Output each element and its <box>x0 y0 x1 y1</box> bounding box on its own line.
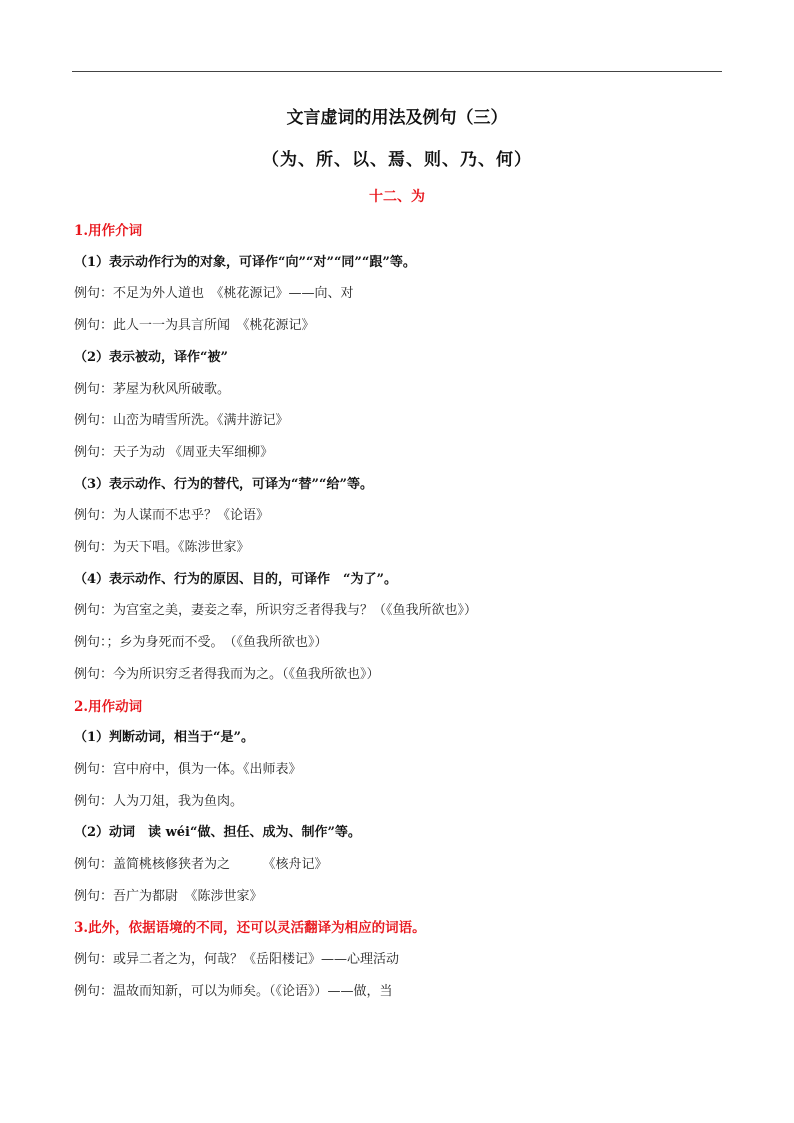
usage-heading: （3）表示动作、行为的替代，可译为“替”“给”等。 <box>74 476 373 492</box>
example-sentence: 例句：温故而知新，可以为师矣。（《论语》）——做，当 <box>74 983 393 999</box>
example-sentence: 例句：今为所识穷乏者得我而为之。（《鱼我所欲也》） <box>74 666 380 682</box>
example-sentence: 例句：宫中府中，俱为一体。《出师表》 <box>74 761 302 777</box>
example-sentence: 例句：或异二者之为，何哉？《岳阳楼记》——心理活动 <box>74 952 400 968</box>
usage-heading: （2）动词 读 wéi“做、担任、成为、制作”等。 <box>74 825 361 841</box>
usage-heading: （2）表示被动，译作“被” <box>74 349 229 365</box>
usage-heading: （4）表示动作、行为的原因、目的，可译作 “为了”。 <box>74 571 398 587</box>
example-sentence: 例句：盖简桃核修狭者为之 《核舟记》 <box>74 857 328 872</box>
example-sentence: 例句：茅屋为秋风所破歌。 <box>74 381 231 397</box>
example-sentence: 例句：天子为动 《周亚夫军细柳》 <box>74 444 274 460</box>
chapter-heading: 十二、为 <box>369 189 425 205</box>
example-sentence: 例句：此人一一为具言所闻 《桃花源记》 <box>74 318 315 334</box>
example-sentence: 例句：为天下唱。《陈涉世家》 <box>74 540 250 555</box>
header-rule <box>72 71 722 72</box>
page-title: 文言虚词的用法及例句（三） <box>286 108 508 128</box>
section-heading: 1.用作介词 <box>74 223 143 239</box>
example-sentence: 例句：为人谋而不忠乎？《论语》 <box>74 508 270 524</box>
example-sentence: 例句：吾广为都尉 《陈涉世家》 <box>74 888 263 904</box>
example-sentence: 例句：山峦为晴雪所洗。《满井游记》 <box>74 413 289 429</box>
example-sentence: 例句：为宫室之美，妻妾之奉，所识穷乏者得我与？（《鱼我所欲也》） <box>74 603 478 619</box>
usage-heading: （1）表示动作行为的对象，可译作“向”“对”“同”“跟”等。 <box>74 254 416 270</box>
page-subtitle: （为、所、以、焉、则、乃、何） <box>262 150 532 170</box>
example-sentence: 例句：；乡为身死而不受。 （《鱼我所欲也》） <box>74 635 328 651</box>
example-sentence: 例句：不足为外人道也 《桃花源记》——向、对 <box>74 286 354 302</box>
section-heading: 2.用作动词 <box>74 698 143 715</box>
usage-heading: （1）判断动词，相当于“是”。 <box>74 730 255 746</box>
example-sentence: 例句：人为刀俎，我为鱼肉。 <box>74 793 244 809</box>
section-heading: 3.此外，依据语境的不同，还可以灵活翻译为相应的词语。 <box>74 920 426 937</box>
